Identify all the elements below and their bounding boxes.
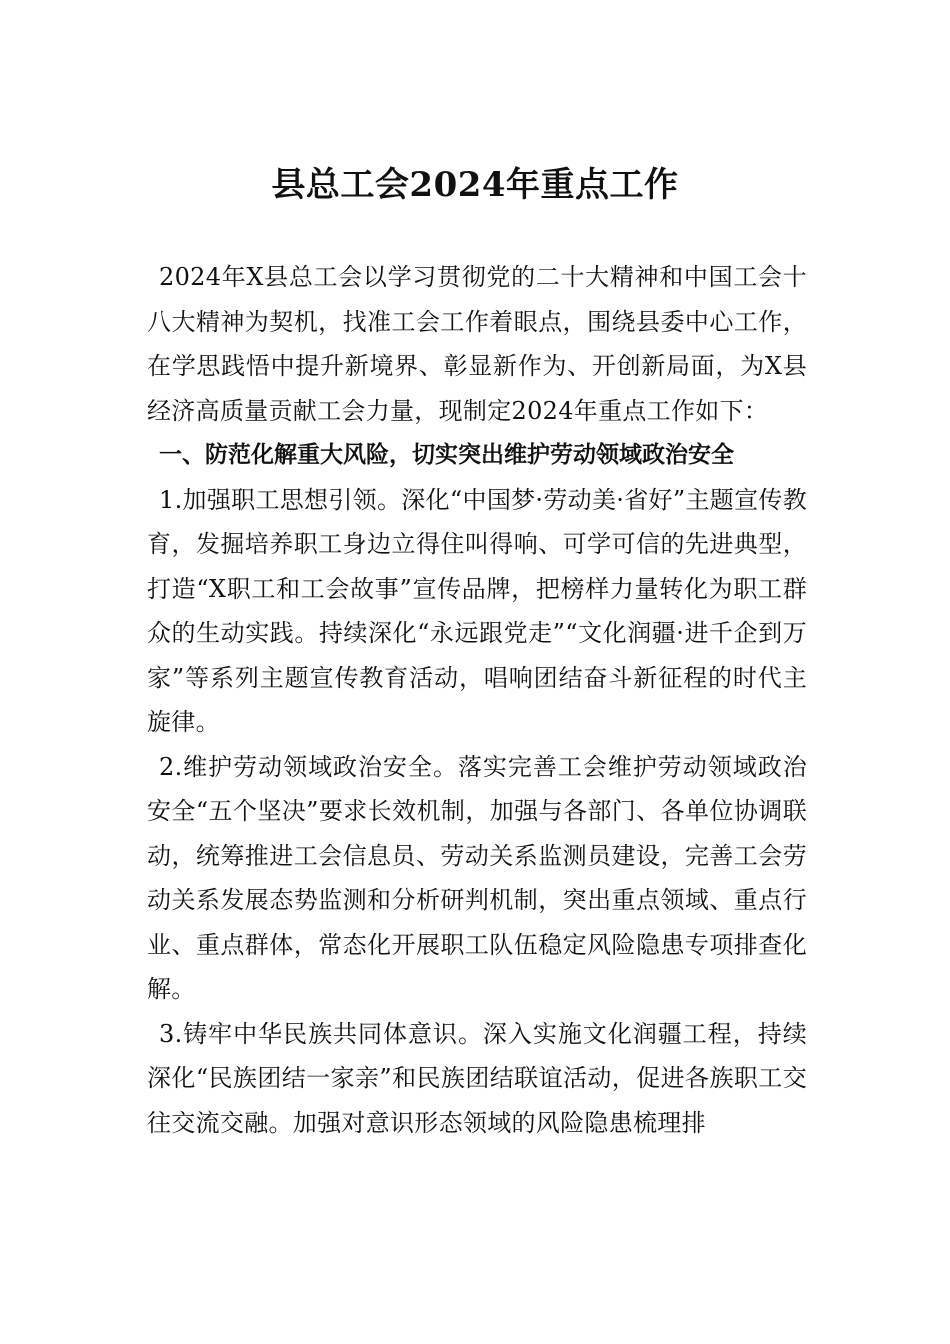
- document-body: [147, 255, 807, 1145]
- section-heading-1: 一、防范化解重大风险，切实突出维护劳动领域政治安全: [159, 442, 734, 468]
- document-title: 县总工会2024年重点工作: [271, 165, 679, 205]
- item-paragraph-1: 1.加强职工思想引领。深化“中国梦·劳动美·省好”主题宣传教育，发掘培养职工身边立得住叫得响、可学可信的先进典型，打造“X职工和工会故事”宣传品牌，把榜样力量转化为职工群众的生动实践。持续深化“永远跟党走”“文化润疆·进千企到万家”等系列主题宣传教育活动，唱响团结奋斗新征程的时代主旋律。: [147, 485, 807, 736]
- item-paragraph-3: 3.铸牢中华民族共同体意识。深入实施文化润疆工程，持续深化“民族团结一家亲”和民族团结联谊活动，促进各族职工交往交流交融。加强对意识形态领域的风险隐患梳理排: [147, 1019, 807, 1137]
- item-paragraph-2: 2.维护劳动领域政治安全。落实完善工会维护劳动领域政治安全“五个坚决”要求长效机制，加强与各部门、各单位协调联动，统筹推进工会信息员、劳动关系监测员建设，完善工会劳动关系发展态势监测和分析研判机制，突出重点领域、重点行业、重点群体，常态化开展职工队伍稳定风险隐患专项排查化解。: [147, 752, 807, 1003]
- intro-paragraph: 2024年X县总工会以学习贯彻党的二十大精神和中国工会十八大精神为契机，找准工会工作着眼点，围绕县委中心工作，在学思践悟中提升新境界、彰显新作为、开创新局面，为X县经济高质量贡献工会力量，现制定2024年重点工作如下：: [147, 263, 807, 425]
